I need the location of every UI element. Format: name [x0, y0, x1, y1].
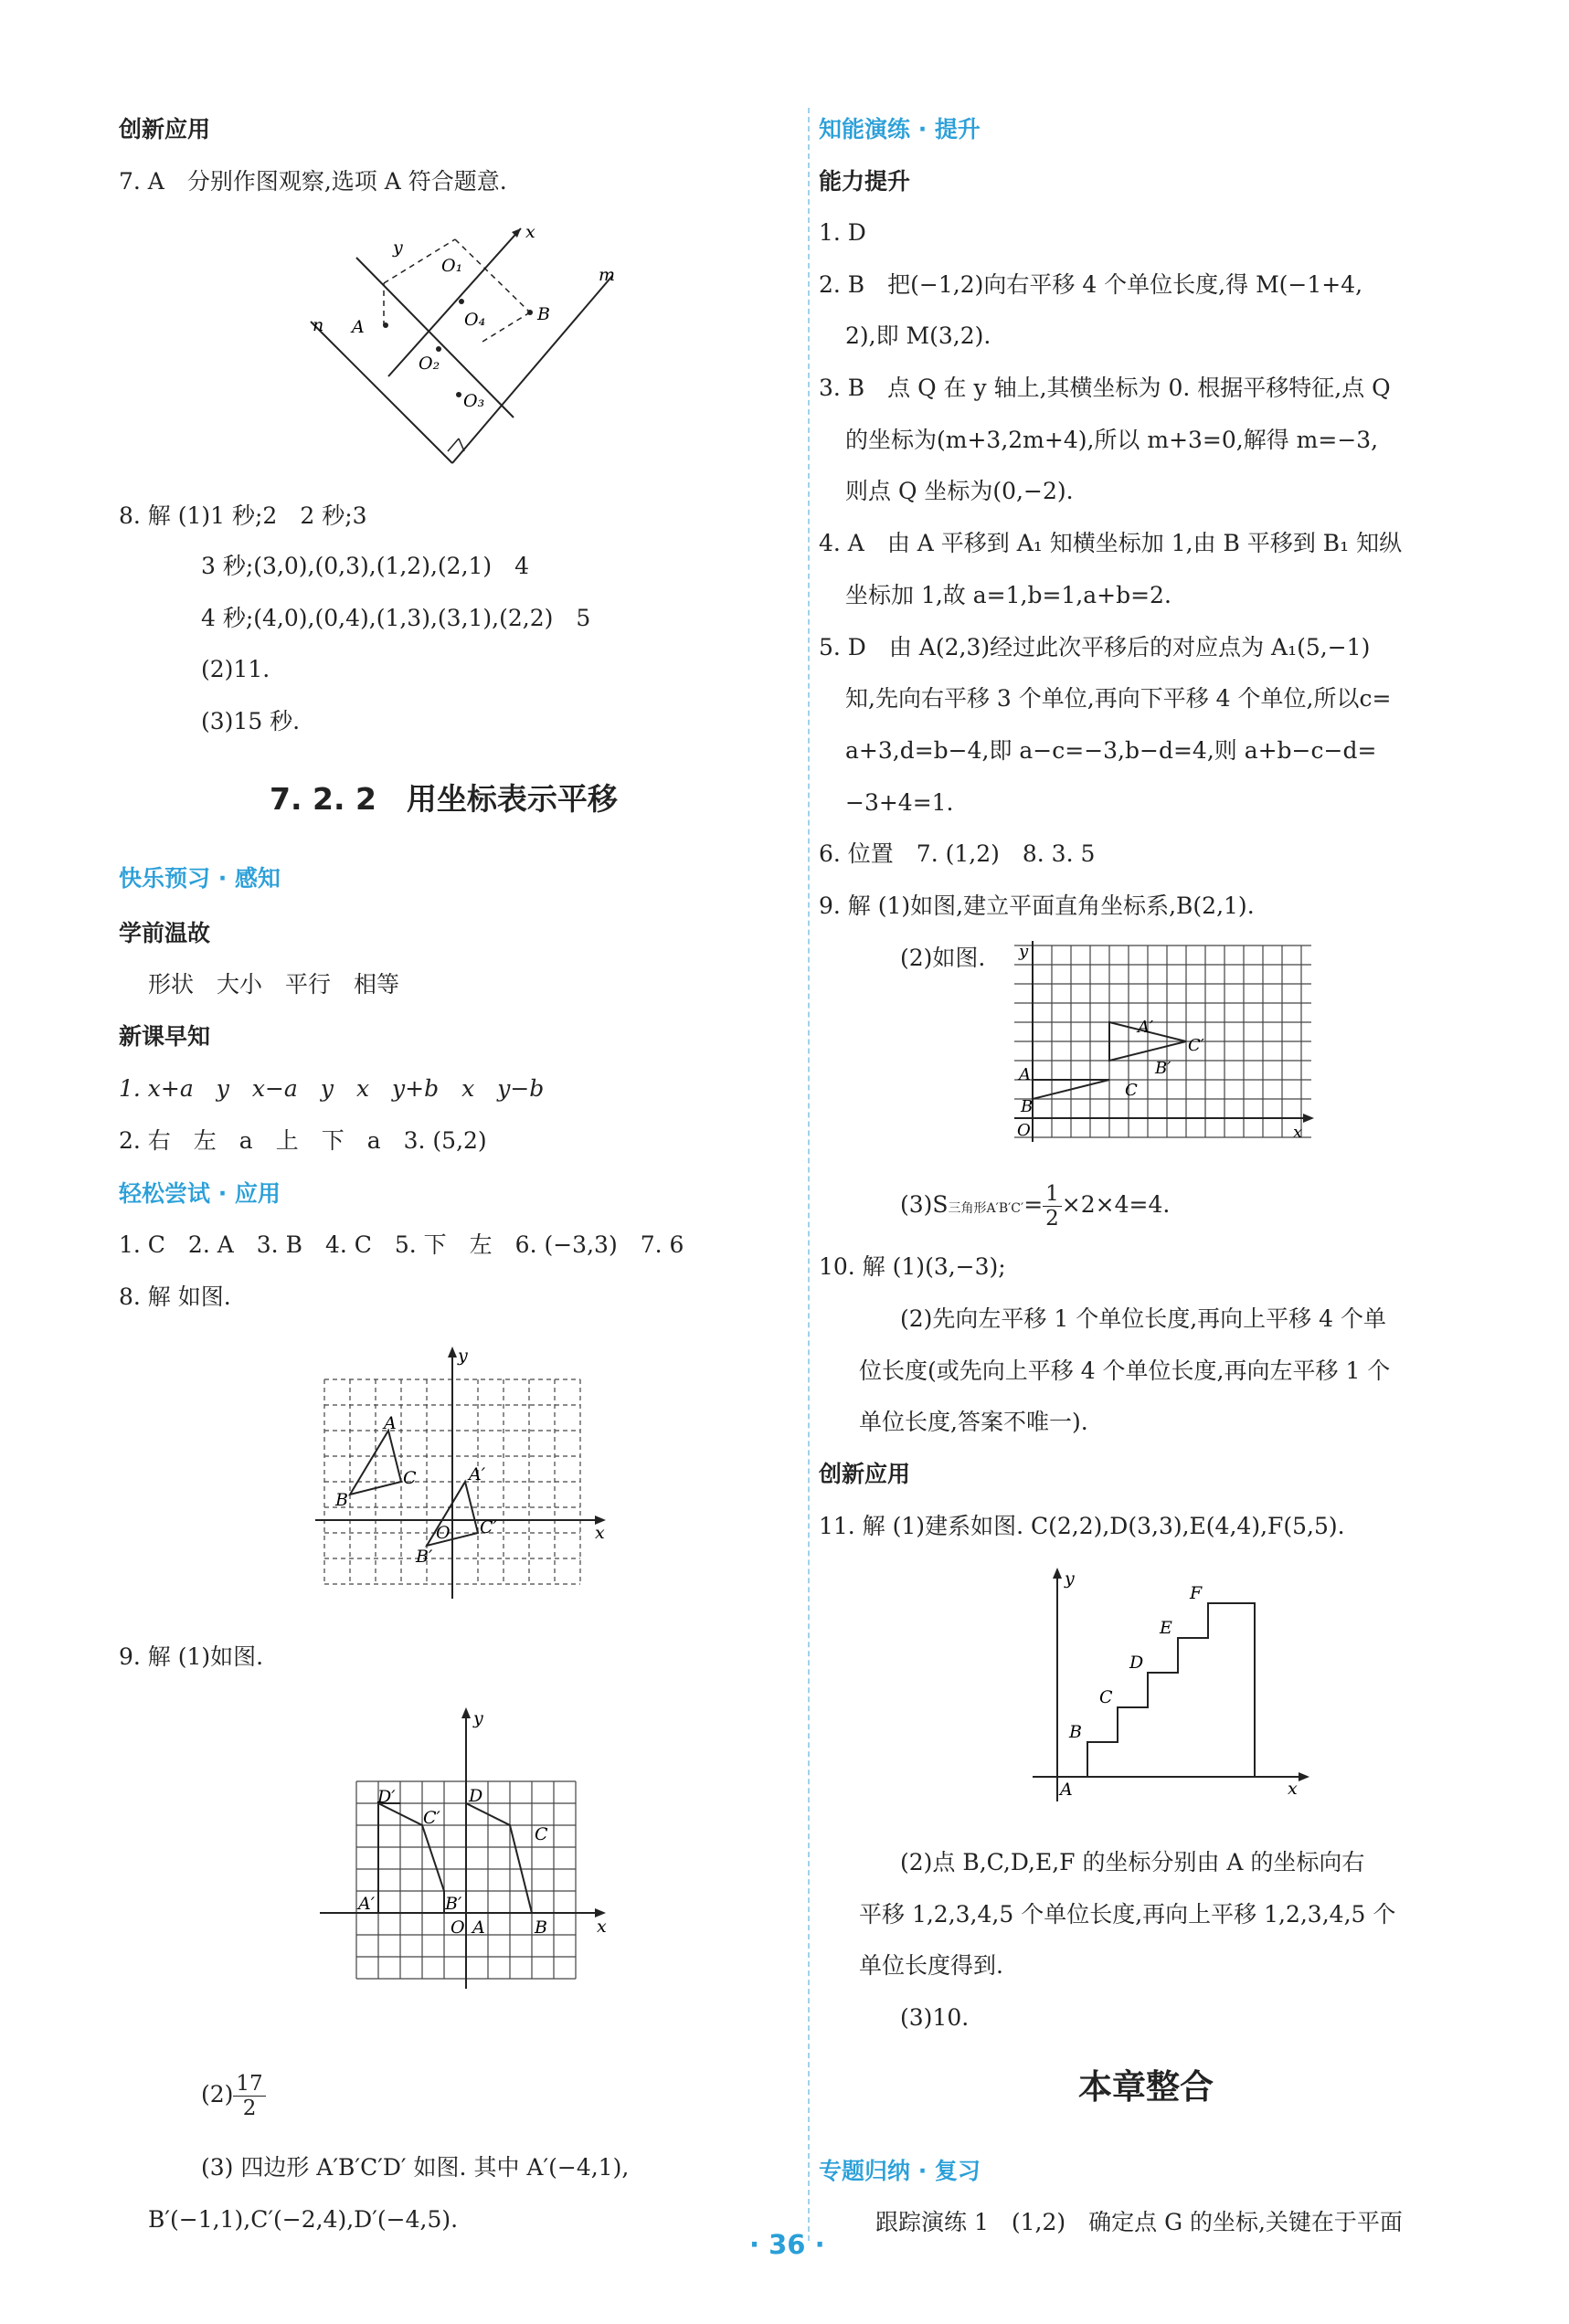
label-b: B — [537, 304, 550, 324]
newlesson-2: 2. 右 左 a 上 下 a 3. (5,2) — [119, 1127, 487, 1154]
figure-staircase — [1028, 1564, 1311, 1811]
heading-review: 学前温故 — [119, 920, 211, 946]
g3-label-y: y — [1019, 942, 1029, 961]
newlesson-1: 1. x+a y x−a y x y+b x y−b — [119, 1075, 545, 1102]
g3-label-a1: A′ — [1138, 1018, 1154, 1037]
r-answer-9-area: (3)S三角形A′B′C′= $\frac{1}{2}$ ×2×4=4. — [900, 1182, 1171, 1231]
g1-label-b: B — [335, 1490, 348, 1510]
g4-label-d: D — [1129, 1653, 1144, 1673]
heading-newlesson: 新课早知 — [119, 1023, 211, 1050]
r-answer-10-line4: 单位长度,答案不唯一). — [859, 1409, 1088, 1435]
r-answer-10-line3: 位长度(或先向上平移 4 个单位长度,再向左平移 1 个 — [859, 1357, 1391, 1384]
r-answer-2-line2: 2),即 M(3,2). — [845, 322, 991, 349]
figure-translation-grid-1 — [306, 1343, 621, 1608]
g4-label-e: E — [1160, 1618, 1172, 1638]
label-o4: O₄ — [464, 310, 486, 330]
r-answer-3-line1: 3. B 点 Q 在 y 轴上,其横坐标为 0. 根据平移特征,点 Q — [819, 375, 1391, 401]
g4-label-f: F — [1190, 1583, 1203, 1603]
g3-label-c: C — [1125, 1081, 1138, 1100]
try-9: 9. 解 (1)如图. — [119, 1643, 264, 1670]
g1-label-c1: C′ — [480, 1517, 497, 1537]
figure-translation-grid-2 — [315, 1704, 626, 1991]
g2-label-b1: B′ — [445, 1894, 462, 1914]
g3-label-c1: C′ — [1188, 1036, 1204, 1055]
g3-label-x: x — [1293, 1123, 1303, 1142]
r-answer-5-line4: −3+4=1. — [845, 789, 954, 816]
r-answer-11-part2-line1: (2)点 B,C,D,E,F 的坐标分别由 A 的坐标向右 — [900, 1849, 1365, 1875]
g3-label-o: O — [1017, 1121, 1031, 1140]
r-answer-9-line1: 9. 解 (1)如图,建立平面直角坐标系,B(2,1). — [819, 893, 1255, 919]
label-o3: O₃ — [463, 391, 485, 411]
heading-try: 轻松尝试 · 应用 — [119, 1180, 281, 1207]
heading-innovation-right: 创新应用 — [819, 1461, 911, 1487]
answer-7: 7. A 分别作图观察,选项 A 符合题意. — [119, 168, 507, 195]
heading-preview: 快乐预习 · 感知 — [119, 865, 281, 892]
r-answer-5-line3: a+3,d=b−4,即 a−c=−3,b−d=4,则 a+b−c−d= — [845, 737, 1377, 764]
r-answer-4-line2: 坐标加 1,故 a=1,b=1,a+b=2. — [845, 582, 1171, 608]
try-8: 8. 解 如图. — [119, 1283, 231, 1310]
g2-label-y: y — [473, 1708, 483, 1728]
g1-label-o: O — [436, 1523, 451, 1543]
g2-label-d: D — [469, 1786, 483, 1806]
label-n: n — [313, 315, 324, 335]
label-o2: O₂ — [419, 354, 440, 374]
g2-label-c1: C′ — [423, 1808, 440, 1828]
follow-up-1: 跟踪演练 1 (1,2) 确定点 G 的坐标,关键在于平面 — [875, 2209, 1403, 2235]
try-9-part2: (2) $\frac{17}{2}$ — [201, 2072, 266, 2120]
label-m: m — [599, 265, 616, 285]
chapter-title: 本章整合 — [1078, 2067, 1214, 2107]
g2-label-a1: A′ — [358, 1894, 376, 1914]
heading-summary: 专题归纳 · 复习 — [819, 2158, 981, 2184]
g2-label-o: O — [451, 1917, 465, 1938]
review-answers: 形状 大小 平行 相等 — [148, 971, 400, 998]
page-number: · 36 · — [749, 2229, 825, 2260]
g3-label-b1: B′ — [1155, 1059, 1171, 1078]
g3-label-b: B — [1021, 1097, 1034, 1116]
label-o1: O₁ — [441, 256, 463, 276]
g2-label-c: C — [535, 1824, 548, 1844]
g4-label-c: C — [1099, 1687, 1113, 1707]
r-answer-3-line3: 则点 Q 坐标为(0,−2). — [845, 478, 1074, 504]
g1-label-y: y — [458, 1346, 468, 1366]
g1-label-b1: B′ — [416, 1547, 433, 1567]
r-answer-2-line1: 2. B 把(−1,2)向右平移 4 个单位长度,得 M(−1+4, — [819, 271, 1363, 298]
r-answer-1: 1. D — [819, 219, 866, 246]
try-9-part3-line2: B′(−1,1),C′(−2,4),D′(−4,5). — [148, 2206, 459, 2233]
r-answer-11-part3: (3)10. — [900, 2004, 970, 2031]
r-answer-3-line2: 的坐标为(m+3,2m+4),所以 m+3=0,解得 m=−3, — [845, 427, 1379, 453]
g2-label-d1: D′ — [377, 1787, 396, 1807]
try-9-part3-line1: (3) 四边形 A′B′C′D′ 如图. 其中 A′(−4,1), — [201, 2154, 630, 2181]
r-answer-11-part2-line2: 平移 1,2,3,4,5 个单位长度,再向上平移 1,2,3,4,5 个 — [859, 1901, 1396, 1928]
answer-8-line1: 8. 解 (1)1 秒;2 2 秒;3 — [119, 502, 367, 529]
heading-innovation: 创新应用 — [119, 116, 211, 143]
g1-label-a: A — [384, 1413, 397, 1433]
r-answer-4-line1: 4. A 由 A 平移到 A₁ 知横坐标加 1,由 B 平移到 B₁ 知纵 — [819, 530, 1403, 556]
heading-practice: 知能演练 · 提升 — [819, 116, 981, 143]
label-y: y — [393, 238, 403, 258]
figure-rotated-axes — [302, 212, 631, 477]
label-x: x — [525, 222, 535, 242]
r-answer-5-line1: 5. D 由 A(2,3)经过此次平移后的对应点为 A₁(5,−1) — [819, 634, 1371, 660]
answer-8-line4: (2)11. — [201, 656, 270, 682]
r-answer-6-8: 6. 位置 7. (1,2) 8. 3. 5 — [819, 840, 1096, 867]
label-a: A — [352, 317, 365, 337]
section-title: 7. 2. 2 用坐标表示平移 — [270, 781, 618, 817]
answer-8-line2: 3 秒;(3,0),(0,3),(1,2),(2,1) 4 — [201, 553, 530, 579]
try-answers: 1. C 2. A 3. B 4. C 5. 下 左 6. (−3,3) 7. 6 — [119, 1231, 684, 1258]
g4-label-y: y — [1065, 1569, 1075, 1589]
heading-ability: 能力提升 — [819, 168, 911, 195]
g2-label-b: B — [535, 1917, 547, 1938]
g2-label-x: x — [597, 1917, 607, 1937]
column-divider — [808, 108, 810, 2241]
g3-label-a: A — [1019, 1065, 1031, 1084]
r-answer-11-part2-line3: 单位长度得到. — [859, 1952, 1003, 1979]
r-answer-10-line1: 10. 解 (1)(3,−3); — [819, 1253, 1006, 1280]
g4-label-b: B — [1069, 1722, 1082, 1742]
g2-label-a: A — [472, 1917, 485, 1938]
figure-triangle-grid — [1001, 936, 1316, 1146]
answer-8-line3: 4 秒;(4,0),(0,4),(1,3),(3,1),(2,2) 5 — [201, 605, 591, 631]
g1-label-c: C — [403, 1468, 417, 1488]
r-answer-11-line1: 11. 解 (1)建系如图. C(2,2),D(3,3),E(4,4),F(5,5). — [819, 1513, 1345, 1539]
answer-8-line5: (3)15 秒. — [201, 708, 301, 734]
r-answer-10-line2: (2)先向左平移 1 个单位长度,再向上平移 4 个单 — [900, 1305, 1386, 1332]
g4-label-a: A — [1060, 1780, 1073, 1800]
r-answer-9-line2: (2)如图. — [900, 945, 986, 971]
g4-label-x: x — [1288, 1779, 1298, 1799]
g1-label-x: x — [595, 1523, 605, 1543]
g1-label-a1: A′ — [469, 1464, 486, 1484]
r-answer-5-line2: 知,先向右平移 3 个单位,再向下平移 4 个单位,所以c= — [845, 685, 1392, 712]
